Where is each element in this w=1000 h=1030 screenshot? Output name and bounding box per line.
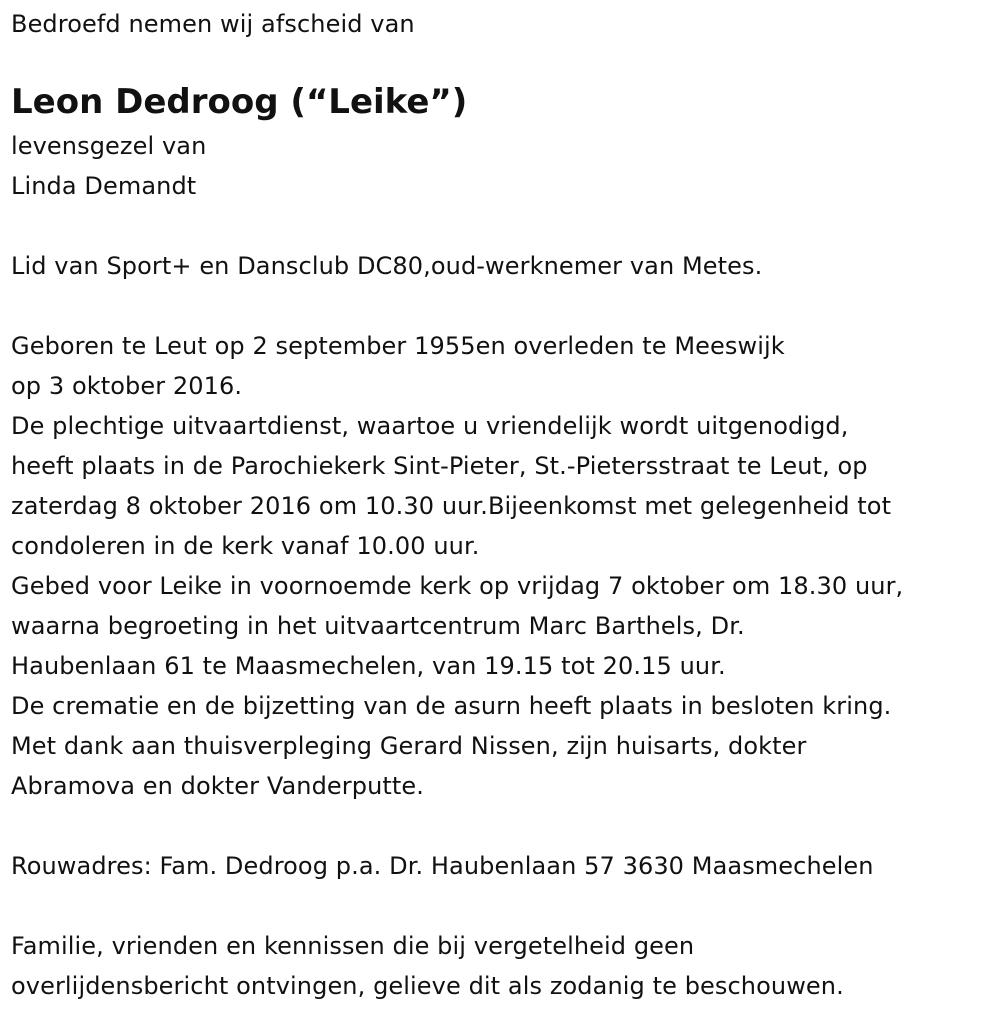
spacer	[11, 206, 993, 246]
closing-paragraph	[11, 926, 993, 1006]
body-line: Haubenlaan 61 te Maasmechelen, van 19.15 tot 20.15 uur.	[11, 652, 726, 680]
body-paragraph	[11, 326, 993, 806]
body-line: Abramova en dokter Vanderputte.	[11, 772, 425, 800]
body-line: De plechtige uitvaartdienst, waartoe u vriendelijk wordt uitgenodigd,	[11, 412, 849, 440]
intro-text: Bedroefd nemen wij afscheid van	[11, 10, 415, 38]
obituary-document	[11, 4, 993, 1006]
body-line: condoleren in de kerk vanaf 10.00 uur.	[11, 532, 480, 560]
body-line: zaterdag 8 oktober 2016 om 10.30 uur.Bijeenkomst met gelegenheid tot	[11, 492, 892, 520]
body-line: Geboren te Leut op 2 september 1955en overleden te Meeswijk	[11, 332, 785, 360]
closing-line: Familie, vrienden en kennissen die bij vergetelheid geen	[11, 932, 695, 960]
body-line: op 3 oktober 2016.	[11, 372, 243, 400]
partner-name: Linda Demandt	[11, 172, 197, 200]
closing-line: overlijdensbericht ontvingen, gelieve dit als zodanig te beschouwen.	[11, 972, 844, 1000]
body-line: heeft plaats in de Parochiekerk Sint-Pieter, St.-Pietersstraat te Leut, op	[11, 452, 868, 480]
body-line: De crematie en de bijzetting van de asurn heeft plaats in besloten kring.	[11, 692, 892, 720]
partner-label: levensgezel van	[11, 132, 207, 160]
body-line: Met dank aan thuisverpleging Gerard Nissen, zijn huisarts, dokter	[11, 732, 807, 760]
spacer	[11, 806, 993, 846]
spacer	[11, 286, 993, 326]
membership-text: Lid van Sport+ en Dansclub DC80,oud-werknemer van Metes.	[11, 252, 763, 280]
deceased-name: Leon Dedroog (“Leike”)	[11, 82, 468, 122]
mourning-address: Rouwadres: Fam. Dedroog p.a. Dr. Haubenlaan 57 3630 Maasmechelen	[11, 852, 874, 880]
body-line: waarna begroeting in het uitvaartcentrum Marc Barthels, Dr.	[11, 612, 745, 640]
body-line: Gebed voor Leike in voornoemde kerk op vrijdag 7 oktober om 18.30 uur,	[11, 572, 904, 600]
spacer	[11, 886, 993, 926]
